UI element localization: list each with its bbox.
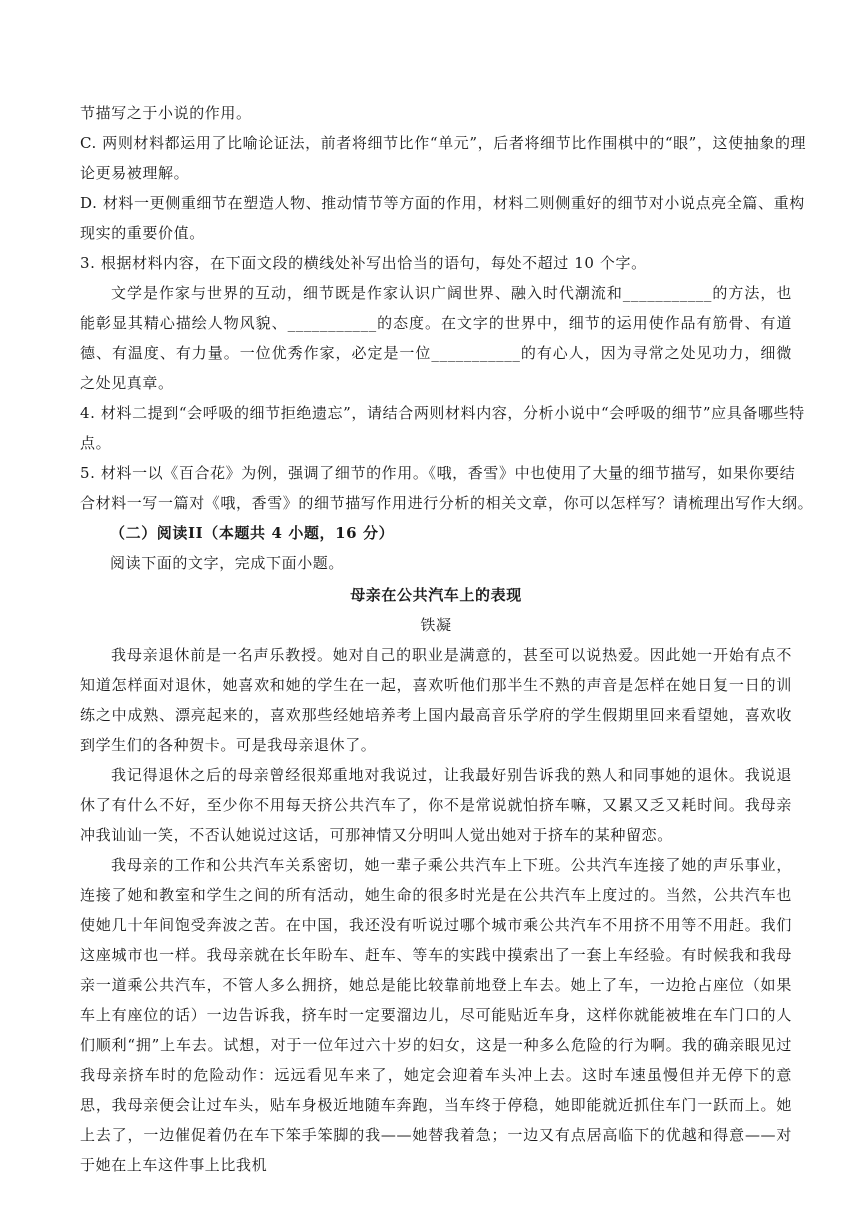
question-3: 3. 根据材料内容，在下面文段的横线处补写出恰当的语句，每处不超过 10 个字。 [80, 254, 647, 272]
text-line: 节描写之于小说的作用。 [80, 104, 252, 122]
option-c-line-2: 论更易被理解。 [80, 164, 190, 182]
fill-in-paragraph: 文学是作家与世界的互动，细节既是作家认识广阔世界、融入时代潮流和___________的方法，也能彰显其精心描绘人物风貌、___________的态度。在文字的世界中，细节的运用使作品有筋骨、有道德、有温度、有力量。一位优秀作家，必定是一位___________的有心人，因为寻常之处见功力，细微之处见真章。 [80, 284, 792, 392]
reading-instruction: 阅读下面的文字，完成下面小题。 [110, 554, 345, 572]
option-d-line-2: 现实的重要价值。 [80, 224, 205, 242]
section-heading: （二）阅读II（本题共 4 小题，16 分） [110, 524, 395, 542]
question-4-line-1: 4. 材料二提到“会呼吸的细节拒绝遗忘”，请结合两则材料内容，分析小说中“会呼吸的细节”应具备哪些特 [80, 404, 805, 422]
article-paragraph: 我母亲的工作和公共汽车关系密切，她一辈子乘公共汽车上下班。公共汽车连接了她的声乐事业，连接了她和教室和学生之间的所有活动，她生命的很多时光是在公共汽车上度过的。当然，公共汽车也使她几十年间饱受奔波之苦。在中国，我还没有听说过哪个城市乘公共汽车不用挤不用等不用赶。我们这座城市也一样。我母亲就在长年盼车、赶车、等车的实践中摸索出了一套上车经验。有时候我和我母亲一道乘公共汽车，不管人多么拥挤，她总是能比较靠前地登上车去。她上了车，一边抢占座位（如果车上有座位的话）一边告诉我，挤车时一定要溜边儿，尽可能贴近车身，这样你就能被堆在车门口的人们顺利“拥”上车去。试想，对于一位年过六十岁的妇女，这是一种多么危险的行为啊。我的确亲眼见过我母亲挤车时的危险动作：远远看见车来了，她定会迎着车头冲上去。这时车速虽慢但并无停下的意思，我母亲便会让过车头，贴车身极近地随车奔跑，当车终于停稳，她即能就近抓住车门一跃而上。她上去了，一边催促着仍在车下笨手笨脚的我——她替我着急；一边又有点居高临下的优越和得意——对于她在上车这件事上比我机 [80, 856, 792, 1174]
article-paragraph: 我母亲退休前是一名声乐教授。她对自己的职业是满意的，甚至可以说热爱。因此她一开始有点不知道怎样面对退休，她喜欢和她的学生在一起，喜欢听他们那半生不熟的声音是怎样在她日复一日的训练之中成熟、漂亮起来的，喜欢那些经她培养考上国内最高音乐学府的学生假期里回来看望她，喜欢收到学生们的各种贺卡。可是我母亲退休了。 [80, 646, 792, 754]
article-paragraph: 我记得退休之后的母亲曾经很郑重地对我说过，让我最好别告诉我的熟人和同事她的退休。我说退休了有什么不好，至少你不用每天挤公共汽车了，你不是常说就怕挤车嘛，又累又乏又耗时间。我母亲冲我讪讪一笑，不否认她说过这话，可那神情又分明叫人觉出她对于挤车的某种留恋。 [80, 766, 792, 844]
option-c-line-1: C. 两则材料都运用了比喻论证法，前者将细节比作“单元”，后者将细节比作围棋中的“眼”，这使抽象的理 [80, 134, 807, 152]
question-5-line-2: 合材料一写一篇对《哦，香雪》的细节描写作用进行分析的相关文章，你可以怎样写？请梳理出写作大纲。 [80, 494, 814, 512]
article-author: 铁凝 [420, 616, 452, 634]
question-4-line-2: 点。 [80, 434, 112, 452]
document-page [80, 98, 814, 1180]
article-title: 母亲在公共汽车上的表现 [350, 586, 522, 604]
question-5-line-1: 5. 材料一以《百合花》为例，强调了细节的作用。《哦，香雪》中也使用了大量的细节描写，如果你要结 [80, 464, 796, 482]
option-d-line-1: D. 材料一更侧重细节在塑造人物、推动情节等方面的作用，材料二则侧重好的细节对小说点亮全篇、重构 [80, 194, 805, 212]
